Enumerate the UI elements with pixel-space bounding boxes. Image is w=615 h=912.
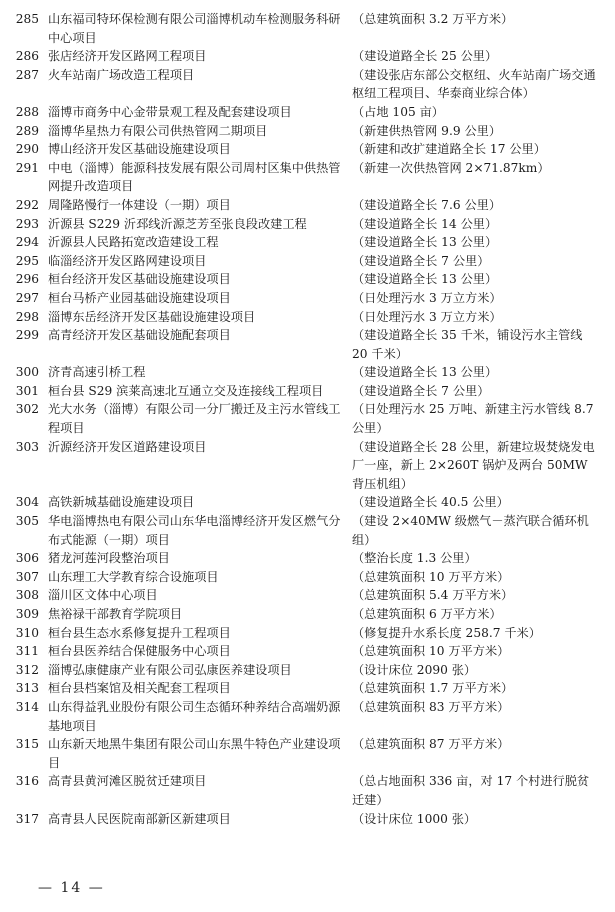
project-desc: （新建和改扩建道路全长 17 公里） <box>352 142 546 157</box>
project-row <box>0 326 615 363</box>
project-desc: （修复提升水系长度 258.7 千米） <box>352 625 541 640</box>
project-name: 华电淄博热电有限公司山东华电淄博经济开发区燃气分布式能源（一期）项目 <box>48 514 341 547</box>
project-name: 桓台县 S29 滨莱高速北互通立交及连接线工程项目 <box>48 383 324 398</box>
project-name: 中电（淄博）能源科技发展有限公司周村区集中供热管网提升改造项目 <box>48 160 341 194</box>
project-name: 桓台马桥产业园基础设施建设项目 <box>48 290 231 305</box>
project-row <box>0 772 615 809</box>
project-name: 淄博市商务中心金带景观工程及配套建设项目 <box>48 104 292 119</box>
project-desc: （占地 105 亩） <box>352 104 444 119</box>
project-name: 高青县黄河滩区脱贫迁建项目 <box>48 774 207 789</box>
project-num: 301 <box>15 383 39 398</box>
project-name: 高青经济开发区基础设施配套项目 <box>48 328 231 343</box>
project-name: 淄博东岳经济开发区基础设施建设项目 <box>48 309 256 324</box>
project-desc: （建设道路全长 13 公里） <box>352 365 498 380</box>
project-num: 287 <box>15 67 39 82</box>
project-name: 临淄经济开发区路网建设项目 <box>48 253 207 268</box>
project-row <box>0 159 615 196</box>
project-row <box>0 661 615 680</box>
project-num: 295 <box>15 253 39 268</box>
project-num: 313 <box>15 681 39 696</box>
project-num: 294 <box>15 235 39 250</box>
project-name: 高铁新城基础设施建设项目 <box>48 495 195 510</box>
project-name: 山东新天地黑牛集团有限公司山东黑牛特色产业建设项目 <box>48 737 341 770</box>
project-desc: （建设道路全长 35 千米，铺设污水主管线 20 千米） <box>352 328 583 361</box>
project-row <box>0 382 615 401</box>
project-row <box>0 624 615 643</box>
project-desc: （总建筑面积 6 万平方米） <box>352 607 502 621</box>
project-desc: （新建一次供热管网 2×71.87km） <box>352 160 550 175</box>
project-name: 桓台经济开发区基础设施建设项目 <box>48 272 231 287</box>
project-num: 307 <box>15 569 39 584</box>
project-row <box>0 47 615 66</box>
project-row <box>0 605 615 624</box>
project-row <box>0 122 615 141</box>
project-row <box>0 642 615 661</box>
project-desc: （建设张店东部公交枢纽、火车站南广场交通枢纽工程项目、华泰商业综合体） <box>352 67 596 101</box>
project-num: 298 <box>15 309 39 324</box>
project-desc: （新建供热管网 9.9 公里） <box>352 123 502 138</box>
project-row <box>0 196 615 215</box>
project-row <box>0 679 615 698</box>
project-row <box>0 140 615 159</box>
project-num: 302 <box>15 402 39 417</box>
project-name: 高青县人民医院南部新区新建项目 <box>48 811 231 826</box>
project-desc: （建设道路全长 7 公里） <box>352 253 490 268</box>
project-name: 沂源县 S229 沂邳线沂源芝芳至张良段改建工程 <box>48 216 307 231</box>
project-name: 山东福司特环保检测有限公司淄博机动车检测服务科研中心项目 <box>48 12 341 45</box>
project-num: 306 <box>15 551 39 566</box>
project-row <box>0 233 615 252</box>
project-row <box>0 698 615 735</box>
project-desc: （日处理污水 3 万立方米） <box>352 290 502 305</box>
project-name: 山东理工大学教育综合设施项目 <box>48 569 219 584</box>
project-row <box>0 493 615 512</box>
project-num: 296 <box>15 272 39 287</box>
project-name: 猪龙河莲河段整治项目 <box>48 551 170 566</box>
project-num: 304 <box>15 495 39 510</box>
project-num: 308 <box>15 588 39 603</box>
page-number: — 14 — <box>38 880 105 896</box>
project-num: 291 <box>15 160 39 175</box>
project-row <box>0 66 615 103</box>
project-desc: （总建筑面积 3.2 万平方米） <box>352 12 514 26</box>
project-name: 桓台县生态水系修复提升工程项目 <box>48 625 231 640</box>
project-num: 289 <box>15 123 39 138</box>
project-num: 293 <box>15 216 39 231</box>
project-row <box>0 252 615 271</box>
project-num: 303 <box>15 439 39 454</box>
project-desc: （总建筑面积 10 万平方米） <box>352 644 510 659</box>
project-num: 286 <box>15 49 39 64</box>
project-desc: （总建筑面积 87 万平方米） <box>352 737 510 752</box>
project-name: 桓台县档案馆及相关配套工程项目 <box>48 681 231 696</box>
project-row <box>0 586 615 605</box>
project-num: 299 <box>15 328 39 343</box>
project-name: 桓台县医养结合保健服务中心项目 <box>48 644 231 659</box>
project-name: 淄博弘康健康产业有限公司弘康医养建设项目 <box>48 662 292 677</box>
project-num: 285 <box>15 12 39 26</box>
project-desc: （建设道路全长 40.5 公里） <box>352 495 509 510</box>
project-desc: （建设道路全长 25 公里） <box>352 49 498 64</box>
project-row <box>0 289 615 308</box>
project-num: 305 <box>15 514 39 529</box>
project-num: 315 <box>15 737 39 752</box>
project-row <box>0 10 615 47</box>
project-num: 316 <box>15 774 39 789</box>
project-name: 光大水务（淄博）有限公司一分厂搬迁及主污水管线工程项目 <box>48 402 341 436</box>
project-row <box>0 270 615 289</box>
project-list <box>0 10 615 828</box>
project-name: 淄川区文体中心项目 <box>48 588 158 603</box>
project-row <box>0 438 615 494</box>
project-num: 310 <box>15 625 39 640</box>
project-name: 淄博华星热力有限公司供热管网二期项目 <box>48 123 268 138</box>
project-desc: （日处理污水 3 万立方米） <box>352 309 502 324</box>
project-num: 317 <box>15 811 39 826</box>
project-desc: （总建筑面积 5.4 万平方米） <box>352 588 514 603</box>
project-name: 周隆路慢行一体建设（一期）项目 <box>48 197 231 212</box>
project-num: 314 <box>15 699 39 714</box>
project-row <box>0 549 615 568</box>
project-desc: （建设道路全长 28 公里，新建垃圾焚烧发电厂一座，新上 2×260T 锅炉及两台 50MW 背压机组） <box>352 439 595 491</box>
project-num: 300 <box>15 365 39 380</box>
project-desc: （建设 2×40MW 级燃气－蒸汽联合循环机组） <box>352 514 589 547</box>
project-num: 312 <box>15 662 39 677</box>
project-num: 297 <box>15 290 39 305</box>
project-row <box>0 215 615 234</box>
project-desc: （总建筑面积 1.7 万平方米） <box>352 681 514 696</box>
project-name: 济青高速引桥工程 <box>48 365 146 380</box>
project-name: 山东得益乳业股份有限公司生态循环种养结合高端奶源基地项目 <box>48 699 341 733</box>
project-desc: （建设道路全长 7 公里） <box>352 383 490 398</box>
project-row <box>0 512 615 549</box>
project-row <box>0 363 615 382</box>
project-desc: （建设道路全长 13 公里） <box>352 272 498 287</box>
project-row <box>0 103 615 122</box>
project-num: 309 <box>15 607 39 621</box>
project-desc: （整治长度 1.3 公里） <box>352 551 477 566</box>
project-desc: （设计床位 2090 张） <box>352 662 477 677</box>
project-num: 311 <box>15 644 39 659</box>
project-num: 290 <box>15 142 39 157</box>
project-desc: （日处理污水 25 万吨、新建主污水管线 8.7 公里） <box>352 402 594 436</box>
project-name: 博山经济开发区基础设施建设项目 <box>48 142 231 157</box>
project-desc: （建设道路全长 14 公里） <box>352 216 498 231</box>
project-desc: （建设道路全长 13 公里） <box>352 235 498 250</box>
project-num: 292 <box>15 197 39 212</box>
project-row <box>0 810 615 829</box>
project-desc: （总占地面积 336 亩，对 17 个村进行脱贫迁建） <box>352 774 590 807</box>
project-row <box>0 400 615 437</box>
project-desc: （建设道路全长 7.6 公里） <box>352 197 502 212</box>
project-desc: （总建筑面积 83 万平方米） <box>352 699 510 714</box>
project-row <box>0 568 615 587</box>
project-row <box>0 735 615 772</box>
project-name: 张店经济开发区路网工程项目 <box>48 49 207 64</box>
project-num: 288 <box>15 104 39 119</box>
project-desc: （设计床位 1000 张） <box>352 811 477 826</box>
project-desc: （总建筑面积 10 万平方米） <box>352 569 510 584</box>
project-name: 焦裕禄干部教育学院项目 <box>48 607 183 621</box>
project-name: 火车站南广场改造工程项目 <box>48 67 195 82</box>
project-row <box>0 308 615 327</box>
project-name: 沂源县人民路拓宽改造建设工程 <box>48 235 219 250</box>
project-name: 沂源经济开发区道路建设项目 <box>48 439 207 454</box>
